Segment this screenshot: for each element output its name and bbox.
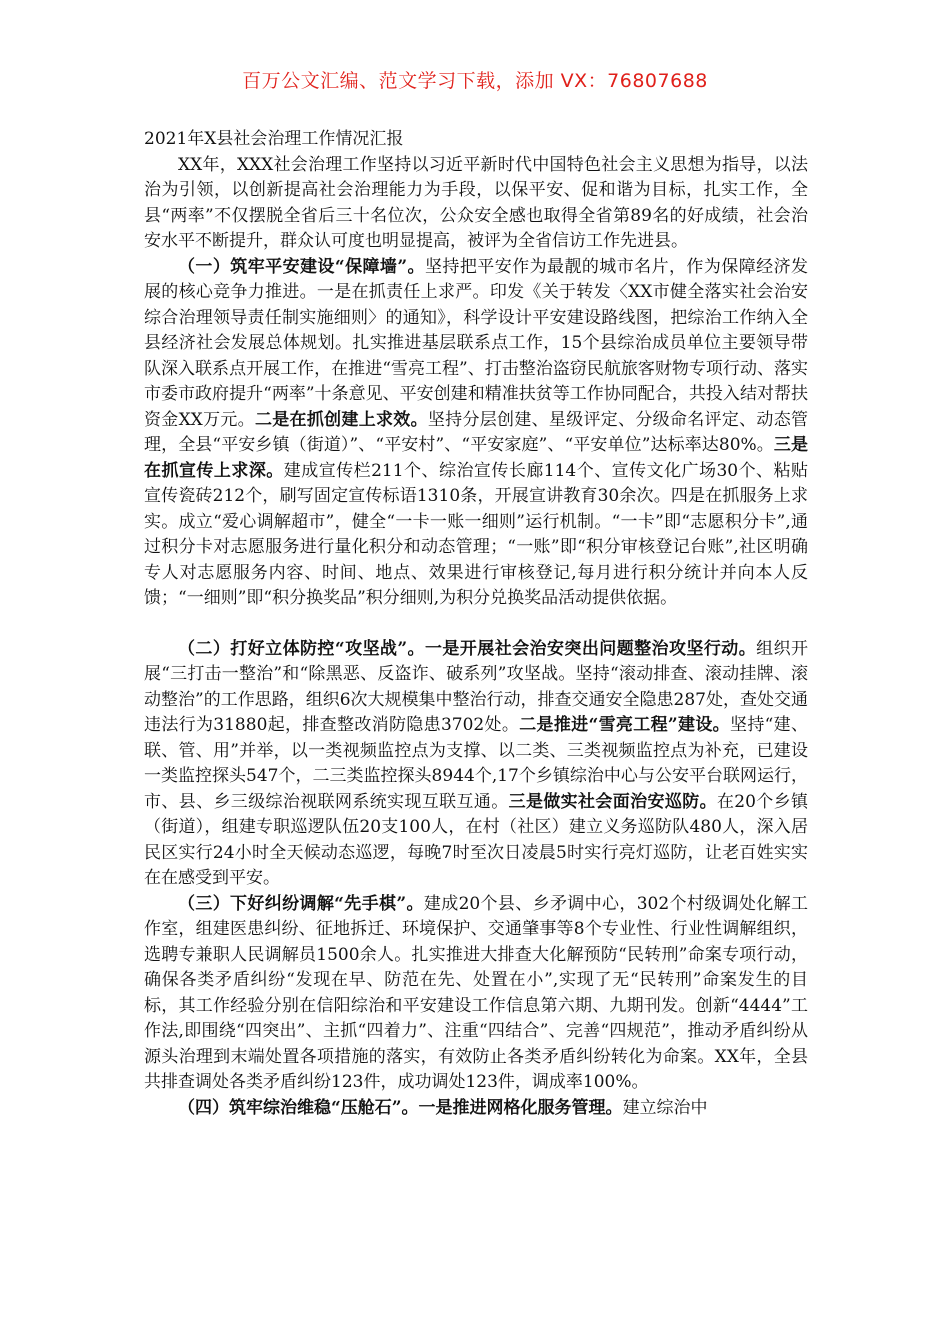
- document-body: [144, 127, 808, 1121]
- section-1-text-3: 建成宣传栏211个、综治宣传长廊114个、宣传文化广场30个、粘贴宣传瓷砖212个，刷写固定宣传标语1310条，开展宣讲教育30余次。四是在抓服务上求实。成立“爱心调解超市”，健全“一卡一账一细则”运行机制。“一卡”即“志愿积分卡”,通过积分卡对志愿服务进行量化积分和动态管理；“一账”即“积分审核登记台账”,社区明确专人对志愿服务内容、时间、地点、效果进行审核登记,每月进行积分统计并向本人反馈；“一细则”即“积分换奖品”积分细则,为积分兑换奖品活动提供依据。: [144, 460, 808, 608]
- section-2-text-1: 组织开展“三打击一整治”和“除黑恶、反盗诈、破系列”攻坚战。坚持“滚动排查、滚动挂牌、滚动整治”的工作思路，组织6次大规模集中整治行动，排查交通安全隐患287处，查处交通违法行为31880起，排查整改消防隐患3702处。: [144, 638, 808, 735]
- section-2-paragraph: [144, 637, 808, 892]
- section-1-text-2: 坚持分层创建、星级评定、分级命名评定、动态管理，全县“平安乡镇（街道）”、“平安村”、“平安家庭”、“平安单位”达标率达80%。: [144, 409, 809, 455]
- section-4-text-1: 建立综治中: [622, 1097, 708, 1118]
- document-title: 2021年X县社会治理工作情况汇报: [144, 129, 404, 149]
- section-4-heading: （四）筑牢综治维稳“压舱石”。一是推进网格化服务管理。: [178, 1097, 623, 1118]
- section-1-text-1: 坚持把平安作为最靓的城市名片，作为保障经济发展的核心竞争力推进。一是在抓责任上求严。印发《关于转发〈XX市健全落实社会治安综合治理领导责任制实施细则〉的通知》，科学设计平安建设路线图，把综治工作纳入全县经济社会发展总体规划。扎实推进基层联系点工作，15个县综治成员单位主要领导带队深入联系点开展工作，在推进“雪亮工程”、打击整治盗窃民航旅客财物专项行动、落实市委市政府提升“两率”十条意见、平安创建和精准扶贫等工作协同配合，共投入结对帮扶资金XX万元。: [144, 256, 809, 430]
- section-1-bold-1: 二是在抓创建上求效。: [254, 409, 428, 430]
- intro-paragraph: XX年，XXX社会治理工作坚持以习近平新时代中国特色社会主义思想为指导，以法治为引领，以创新提高社会治理能力为手段，以保平安、促和谐为目标，扎实工作，全县“两率”不仅摆脱全省后三十名位次，公众安全感也取得全省第89名的好成绩，社会治安水平不断提升，群众认可度也明显提高，被评为全省信访工作先进县。: [144, 154, 808, 251]
- section-1-bold-2: 三是在抓宣传上求深。: [144, 435, 809, 481]
- section-4-paragraph: [144, 1096, 808, 1122]
- section-2-text-2: 坚持“建、联、管、用”并举，以一类视频监控点为支撑、以二类、三类视频监控点为补充，已建设一类监控探头547个，二三类监控探头8944个,17个乡镇综治中心与公安平台联网运行，市、县、乡三级综治视联网系统实现互联互通。: [144, 715, 808, 812]
- section-1-paragraph: [144, 255, 808, 612]
- section-3-paragraph: [144, 892, 808, 1096]
- section-2-heading: （二）打好立体防控“攻坚战”。一是开展社会治安突出问题整治攻坚行动。: [178, 638, 757, 659]
- section-1-heading: （一）筑牢平安建设“保障墙”。: [178, 256, 425, 277]
- watermark-banner: 百万公文汇编、范文学习下载，添加 VX：76807688: [242, 70, 708, 92]
- section-2-bold-1: 二是推进“雪亮工程”建设。: [519, 715, 730, 735]
- section-3-heading: （三）下好纠纷调解“先手棋”。: [178, 893, 424, 914]
- section-3-text-1: 建成20个县、乡矛调中心，302个村级调处化解工作室，组建医患纠纷、征地拆迁、环境保护、交通肇事等8个专业性、行业性调解组织，选聘专兼职人民调解员1500余人。扎实推进大排查大化解预防“民转刑”命案专项行动，确保各类矛盾纠纷“发现在早、防范在先、处置在小”,实现了无“民转刑”命案发生的目标，其工作经验分别在信阳综治和平安建设工作信息第六期、九期刊发。创新“4444”工作法,即围绕“四突出”、主抓“四着力”、注重“四结合”、完善“四规范”，推动矛盾纠纷从源头治理到末端处置各项措施的落实，有效防止各类矛盾纠纷转化为命案。XX年，全县共排查调处各类矛盾纠纷123件，成功调处123件，调成率100%。: [144, 893, 808, 1092]
- section-2-text-3: 在20个乡镇（街道），组建专职巡逻队伍20支100人，在村（社区）建立义务巡防队480人，深入居民区实行24小时全天候动态巡逻，每晚7时至次日凌晨5时实行亮灯巡防，让老百姓实实在在感受到平安。: [144, 791, 809, 888]
- section-2-bold-2: 三是做实社会面治安巡防。: [508, 791, 717, 812]
